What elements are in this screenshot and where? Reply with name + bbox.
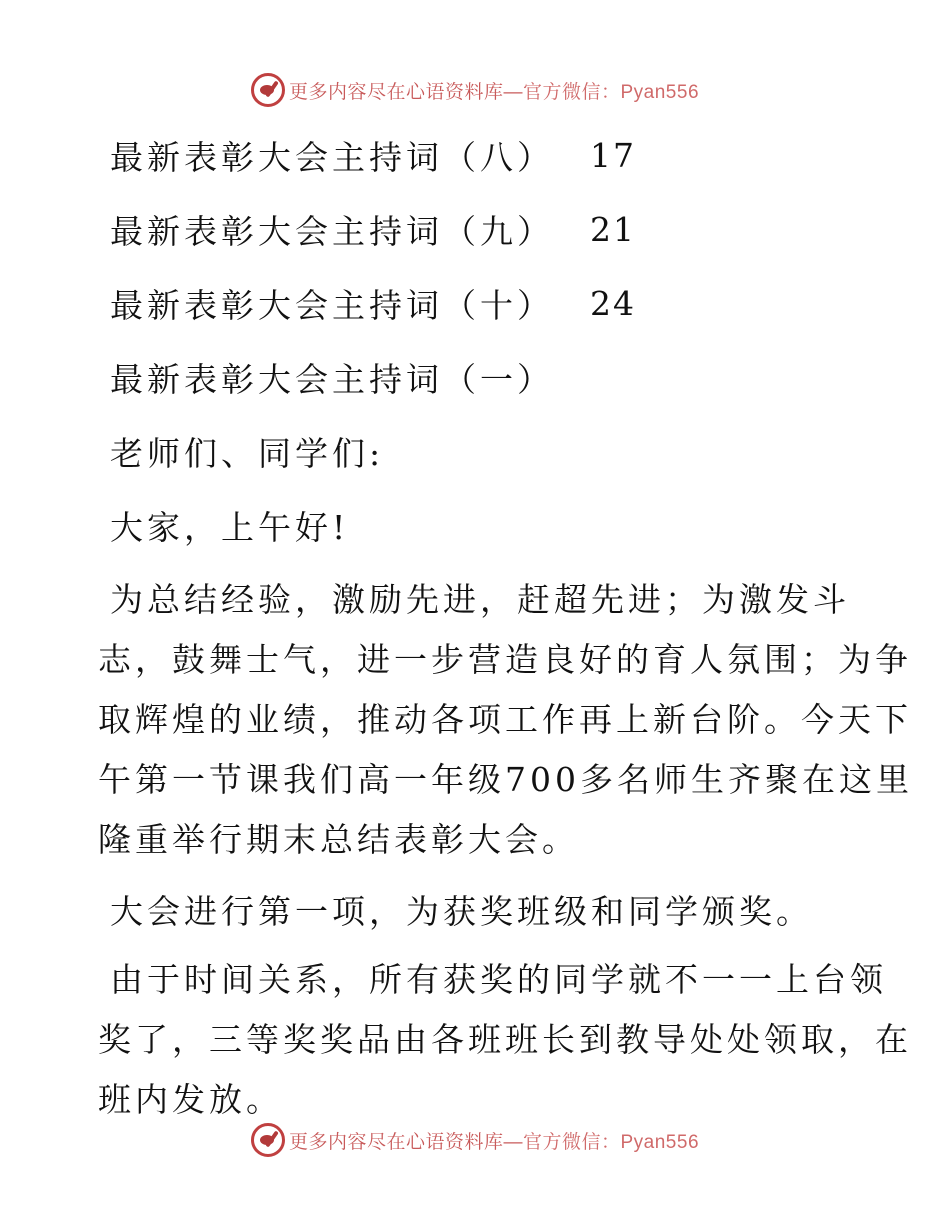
toc-item[interactable] [98,118,858,192]
paragraph-line: 取辉煌的业绩，推动各项工作再上新台阶。今天下 [98,700,912,739]
toc-title: 最新表彰大会主持词（九） [110,211,554,251]
toc-title: 最新表彰大会主持词（十） [110,285,554,325]
banner-text: 更多内容尽在心语资料库—官方微信：Pyan556 [288,81,700,103]
footer-banner [0,1120,950,1160]
paragraph: 大会进行第一项，为获奖班级和同学颁奖。 [110,891,813,931]
document-body [98,118,913,1130]
banner-text: 更多内容尽在心语资料库—官方微信：Pyan556 [288,1131,700,1153]
toc-page-number: 24 [590,283,636,323]
paragraph-line: 午第一节课我们高一年级700多名师生齐聚在这里 [98,760,913,799]
logo-icon [251,73,285,107]
greeting-line: 老师们、同学们: [110,433,385,473]
section-title: 最新表彰大会主持词（一） [110,359,554,399]
paragraph-line: 为总结经验，激励先进，赶超先进；为激发斗 [110,580,850,619]
paragraph-line: 奖了，三等奖奖品由各班班长到教导处处领取，在 [98,1020,912,1059]
toc-page-number: 17 [590,135,636,175]
paragraph-line: 班内发放。 [98,1080,283,1119]
toc-page-number: 21 [590,209,636,249]
paragraph-line: 由于时间关系，所有获奖的同学就不一一上台领 [110,960,887,999]
paragraph-line: 隆重举行期末总结表彰大会。 [98,820,579,859]
paragraph [98,950,912,1130]
header-banner [0,70,950,110]
greeting-line: 大家，上午好! [110,507,350,547]
toc-title: 最新表彰大会主持词（八） [110,137,554,177]
paragraph [98,570,913,870]
logo-icon [251,1123,285,1157]
toc-item[interactable] [98,192,858,266]
toc-item[interactable] [98,266,858,340]
paragraph-line: 志，鼓舞士气，进一步营造良好的育人氛围；为争 [98,640,912,679]
